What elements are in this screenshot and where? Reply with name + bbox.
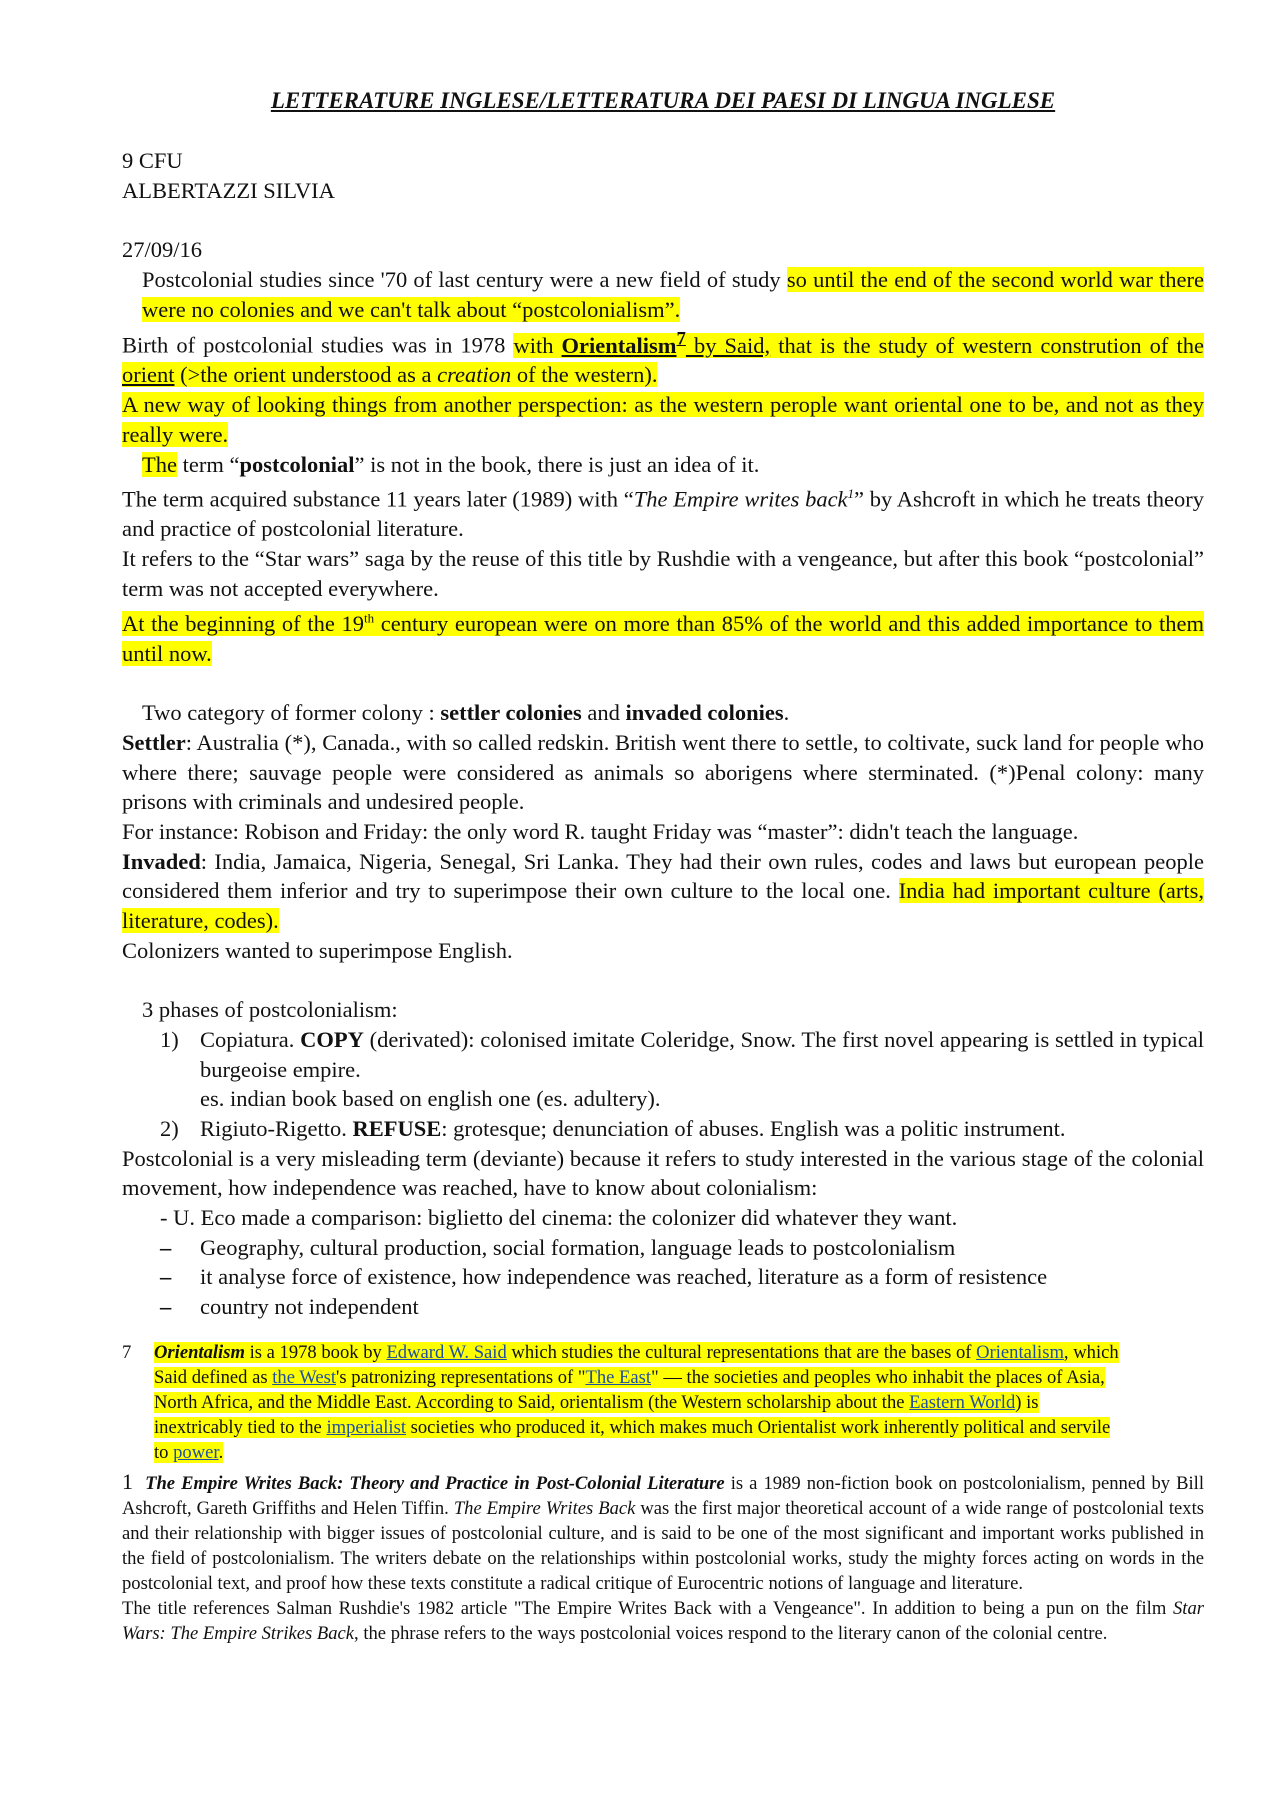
- paragraph-robison: For instance: Robison and Friday: the only word R. taught Friday was “master”: didn't teach the language.: [122, 818, 1079, 844]
- paragraph-categories: Two category of former colony : settler colonies and invaded colonies.: [142, 700, 790, 726]
- footnote-ref-7[interactable]: 7: [676, 328, 686, 350]
- paragraph-misleading: Postcolonial is a very misleading term (deviante) because it refers to study interested in the various stage of the colonial movement, how independence was reached, have to know about colonialism:: [122, 1145, 1204, 1201]
- orientalism-term: Orientalism: [561, 332, 677, 358]
- link-the-west[interactable]: the West: [272, 1366, 336, 1388]
- dash-item-2: – it analyse force of existence, how independence was reached, literature as a form of resistence: [160, 1264, 1048, 1290]
- footnote-ref-1[interactable]: 1: [847, 486, 855, 502]
- notes-body: [122, 146, 1204, 1322]
- footnote-7: 7 Orientalism is a 1978 book by Edward W. Said which studies the cultural representations that are the bases of Orientalism, which Said defined as the West's patronizing representations of "The East" — the societies and peoples who inhabit the places of Asia, North Africa, and the Middle East. According to Said, orientalism (the Western scholarship about the Eastern World) is inextricably tied to the imperialist societies who produced it, which makes much Orientalist work inherently political and servile to power.: [122, 1341, 1119, 1463]
- footnotes: [122, 1340, 1204, 1646]
- paragraph-19th-century: At the beginning of the 19th century european were on more than 85% of the world and this added importance to them until now.: [122, 610, 1204, 666]
- paragraph-empire: The term acquired substance 11 years later (1989) with “The Empire writes back$^1$” by Ashcroft in which he treats theory and practice of postcolonial literature.: [122, 486, 1205, 542]
- link-edward-said[interactable]: Edward W. Said: [386, 1341, 507, 1363]
- paragraph-invaded: Invaded: India, Jamaica, Nigeria, Senegal, Sri Lanka. They had their own rules, codes and laws but european people considered them inferior and try to superimpose their own culture to the local one. India had important culture (arts, literature, codes).: [122, 848, 1204, 934]
- paragraph-settler: Settler: Australia (*), Canada., with so called redskin. British went there to settle, to coltivate, suck land for people who where there; sauvage people were considered as animals so aborigens where sterminated. (*)Penal colony: many prisons with criminals and undesired people.: [122, 729, 1204, 815]
- dash-item-1: – Geography, cultural production, social formation, language leads to postcolonialism: [160, 1234, 956, 1260]
- paragraph-term: The term “postcolonial” is not in the book, there is just an idea of it.: [142, 451, 760, 477]
- paragraph-colonizers: Colonizers wanted to superimpose English.: [122, 937, 513, 963]
- link-eastern-world[interactable]: Eastern World: [909, 1391, 1016, 1413]
- document-title: LETTERATURE INGLESE/LETTERATURA DEI PAESI DI LINGUA INGLESE: [270, 88, 1056, 113]
- paragraph-perspective: A new way of looking things from another perspection: as the western perople want oriental one to be, and not as they really were.: [122, 392, 1204, 447]
- eco-comparison: - U. Eco made a comparison: biglietto del cinema: the colonizer did whatever they want.: [160, 1205, 958, 1231]
- link-orientalism[interactable]: Orientalism: [976, 1341, 1064, 1363]
- link-the-east[interactable]: The East: [585, 1366, 652, 1388]
- teacher-line: ALBERTAZZI SILVIA: [122, 177, 335, 203]
- phase-item-1: 1) Copiatura. COPY (derivated): colonised imitate Coleridge, Snow. The first novel appearing is settled in typical burgeoise empire. es. indian book based on english one (es. adultery).: [160, 1026, 1204, 1112]
- footnote-1: 1 The Empire Writes Back: Theory and Practice in Post-Colonial Literature is a 1989 non-fiction book on postcolonialism, penned by Bill Ashcroft, Gareth Griffiths and Helen Tiffin. The Empire Writes Back was the first major theoretical account of a wide range of postcolonial texts and their relationship with bigger issues of postcolonial culture, and is said to be one of the most significant and important works published in the field of postcolonialism. The writers debate on the relationships within postcolonial works, study the mighty forces acting on words in the postcolonial text, and proof how these texts constitute a radical critique of Eurocentric notions of language and literature. The title references Salman Rushdie's 1982 article "The Empire Writes Back with a Vengeance". In addition to being a pun on the film Star Wars: The Empire Strikes Back, the phrase refers to the ways postcolonial voices respond to the literary canon of the colonial centre.: [122, 1468, 1204, 1644]
- phase-item-2: 2) Rigiuto-Rigetto. REFUSE: grotesque; denunciation of abuses. English was a politic instrument.: [160, 1115, 1066, 1141]
- link-imperialist[interactable]: imperialist: [326, 1416, 406, 1438]
- paragraph-birth: Birth of postcolonial studies was in 1978 with Orientalism$^7$ by Said, that is the study of western constrution of the orient (>the orient understood as a creation of the western).: [122, 328, 1204, 388]
- date-line: 27/09/16: [122, 237, 203, 263]
- phases-heading: 3 phases of postcolonialism:: [142, 997, 398, 1023]
- link-power[interactable]: power: [173, 1441, 219, 1463]
- cfu-line: 9 CFU: [122, 148, 183, 173]
- paragraph-intro: Postcolonial studies since '70 of last century were a new field of study so until the end of the second world war there were no colonies and we can't talk about “postcolonialism”.: [142, 266, 1205, 322]
- paragraph-starwars: It refers to the “Star wars” saga by the reuse of this title by Rushdie with a vengeance, but after this book “postcolonial” term was not accepted everywhere.: [122, 546, 1204, 601]
- dash-item-3: – country not independent: [160, 1294, 419, 1320]
